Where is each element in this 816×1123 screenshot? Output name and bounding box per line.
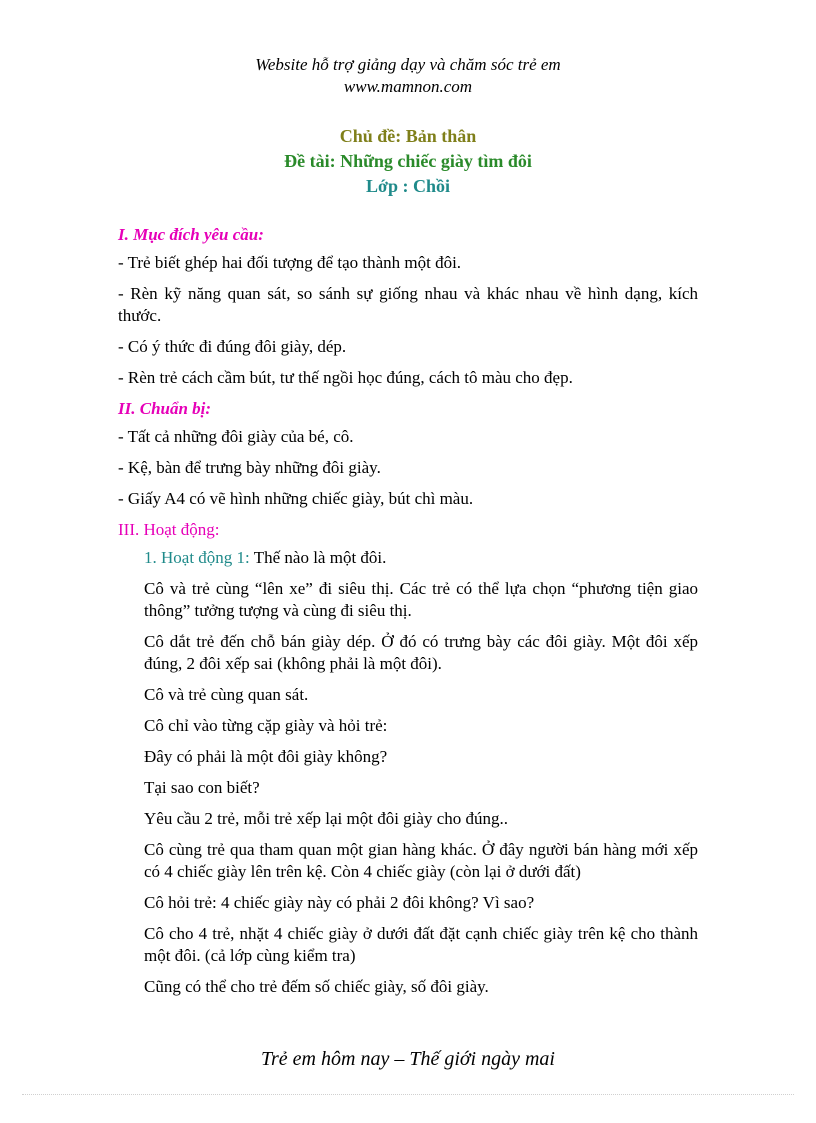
header-url: www.mamnon.com (343, 77, 473, 96)
section-heading-activities: III. Hoạt động: (118, 520, 220, 539)
activity-paragraph: Cô hỏi trẻ: 4 chiếc giày này có phải 2 đôi không? Vì sao? (144, 893, 535, 912)
footer-divider (22, 1094, 794, 1095)
activity-paragraph: Tại sao con biết? (144, 778, 260, 797)
activity-1-title: Thế nào là một đôi. (249, 548, 387, 567)
topic-title: Chủ đề: Bản thân (339, 126, 477, 146)
document-body (118, 224, 698, 1007)
activity-paragraph: Cô cùng trẻ qua tham quan một gian hàng khác. Ở đây người bán hàng mới xếp có 4 chiếc giày lên trên kệ. Còn 4 chiếc giày (còn lại ở dưới đất) (144, 840, 698, 881)
activity-paragraph: Yêu cầu 2 trẻ, mỗi trẻ xếp lại một đôi giày cho đúng.. (144, 809, 508, 828)
preparation-item: - Giấy A4 có vẽ hình những chiếc giày, bút chì màu. (118, 489, 474, 508)
activity-paragraph: Cô và trẻ cùng quan sát. (144, 685, 309, 704)
preparation-item: - Kệ, bàn để trưng bày những đôi giày. (118, 458, 381, 477)
section-heading-preparation: II. Chuẩn bị: (118, 399, 212, 418)
activity-1-label: 1. Hoạt động 1: (144, 548, 250, 567)
subject-title: Đề tài: Những chiếc giày tìm đôi (284, 151, 532, 171)
section-heading-objectives: I. Mục đích yêu cầu: (118, 225, 264, 244)
page-header (0, 54, 816, 98)
activity-paragraph: Cô dắt trẻ đến chỗ bán giày dép. Ở đó có trưng bày các đôi giày. Một đôi xếp đúng, 2 đôi xếp sai (không phải là một đôi). (144, 632, 698, 673)
objective-item: - Có ý thức đi đúng đôi giày, dép. (118, 337, 347, 356)
activity-paragraph: Đây có phải là một đôi giày không? (144, 747, 388, 766)
page-footer-slogan: Trẻ em hôm nay – Thế giới ngày mai (261, 1048, 555, 1070)
activity-paragraph: Cô chỉ vào từng cặp giày và hỏi trẻ: (144, 716, 388, 735)
class-title: Lớp : Chồi (366, 176, 450, 196)
objective-item: - Rèn kỹ năng quan sát, so sánh sự giống nhau và khác nhau về hình dạng, kích thước. (118, 284, 698, 325)
activity-paragraph: Cô cho 4 trẻ, nhặt 4 chiếc giày ở dưới đất đặt cạnh chiếc giày trên kệ cho thành một đôi. (cả lớp cùng kiểm tra) (144, 924, 698, 965)
activity-1-heading (144, 547, 698, 569)
activity-paragraph: Cũng có thể cho trẻ đếm số chiếc giày, số đôi giày. (144, 977, 489, 996)
activity-paragraph: Cô và trẻ cùng “lên xe” đi siêu thị. Các trẻ có thể lựa chọn “phương tiện giao thông” tưởng tượng và cùng đi siêu thị. (144, 579, 698, 620)
title-block (0, 124, 816, 199)
objective-item: - Trẻ biết ghép hai đối tượng để tạo thành một đôi. (118, 253, 462, 272)
preparation-item: - Tất cả những đôi giày của bé, cô. (118, 427, 354, 446)
header-website-line: Website hỗ trợ giảng dạy và chăm sóc trẻ em (255, 55, 561, 74)
objective-item: - Rèn trẻ cách cầm bút, tư thế ngồi học đúng, cách tô màu cho đẹp. (118, 368, 573, 387)
